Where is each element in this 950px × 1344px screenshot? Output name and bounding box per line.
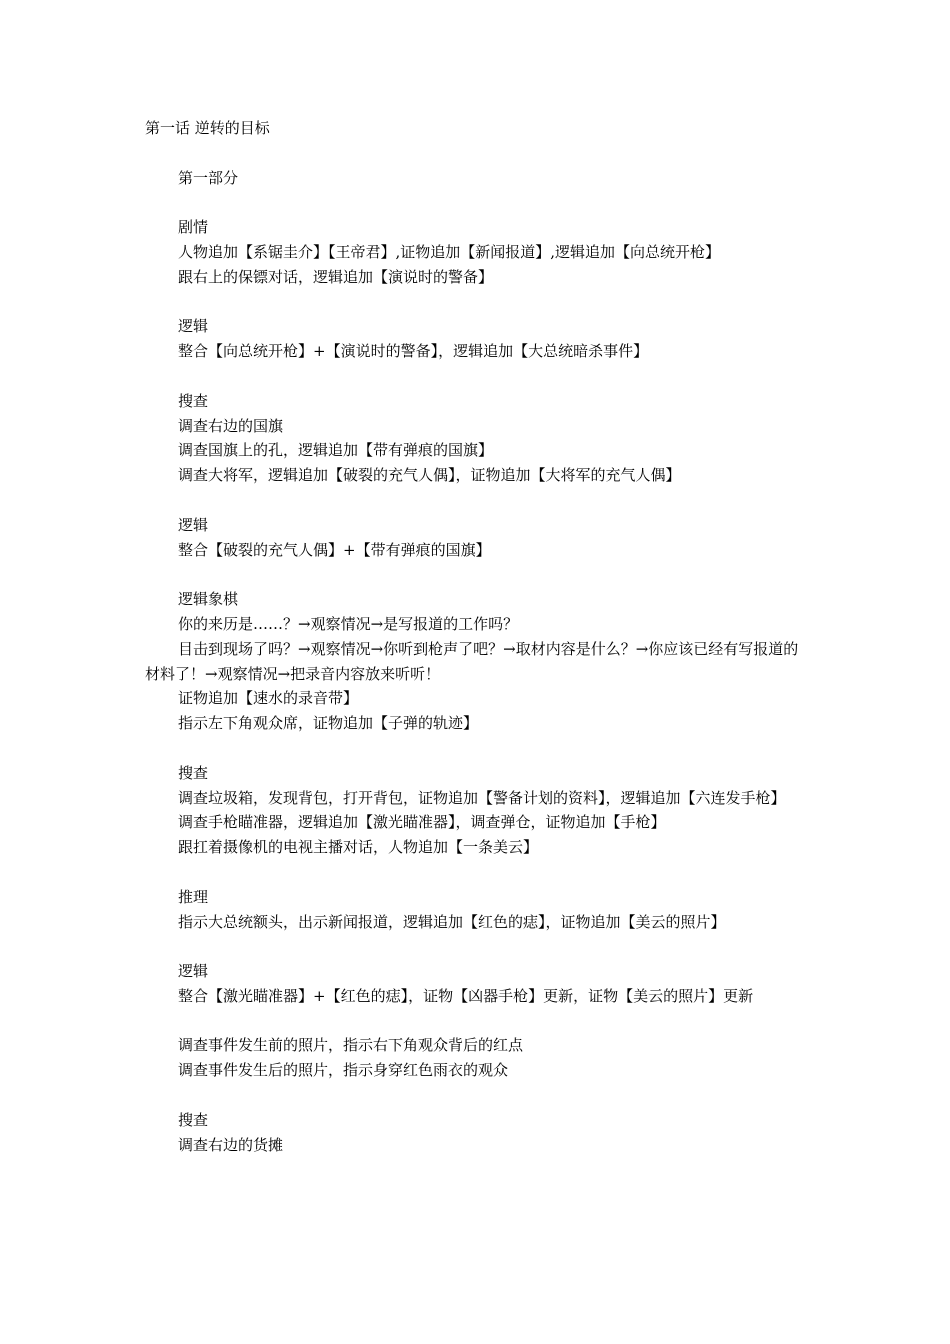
- spacer: [145, 488, 810, 513]
- spacer: [145, 562, 810, 587]
- spacer: [145, 860, 810, 885]
- step-line: 整合【破裂的充气人偶】+【带有弹痕的国旗】: [178, 540, 491, 559]
- step-line: 调查右边的国旗: [178, 416, 284, 435]
- part-heading: 第一部分: [178, 168, 239, 187]
- step-line: 你的来历是……？→观察情况→是写报道的工作吗？: [178, 614, 519, 633]
- spacer: [145, 1083, 810, 1108]
- step-line: 跟右上的保镖对话，逻辑追加【演说时的警备】: [178, 267, 494, 286]
- step-paragraph: 调查垃圾箱，发现背包，打开背包，证物追加【警备计划的资料】，逻辑追加【六连发手枪】: [178, 788, 786, 807]
- step-line: 调查国旗上的孔，逻辑追加【带有弹痕的国旗】: [178, 441, 494, 460]
- chapter-title: 第一话 逆转的目标: [145, 119, 270, 137]
- step-line: 调查右边的货摊: [178, 1135, 284, 1154]
- section-heading: 搜查: [178, 1110, 209, 1129]
- step-line: 调查事件发生后的照片，指示身穿红色雨衣的观众: [178, 1061, 509, 1080]
- spacer: [145, 190, 810, 215]
- step-line: 调查手枪瞄准器，逻辑追加【激光瞄准器】，调查弹仓，证物追加【手枪】: [178, 813, 666, 832]
- spacer: [145, 364, 810, 389]
- step-line: 跟扛着摄像机的电视主播对话，人物追加【一条美云】: [178, 838, 539, 857]
- spacer: [145, 736, 810, 761]
- step-line: 指示左下角观众席，证物追加【子弹的轨迹】: [178, 714, 479, 733]
- section-heading: 逻辑象棋: [178, 590, 239, 609]
- section-heading: 搜查: [178, 391, 209, 410]
- step-paragraph: 整合【激光瞄准器】+【红色的痣】，证物【凶器手枪】更新，证物【美云的照片】更新: [178, 986, 754, 1005]
- spacer: [145, 1009, 810, 1034]
- section-heading: 推理: [178, 887, 209, 906]
- section-heading: 搜查: [178, 763, 209, 782]
- walkthrough-text: [145, 116, 810, 1157]
- spacer: [145, 290, 810, 315]
- step-line: 调查事件发生前的照片，指示右下角观众背后的红点: [178, 1036, 524, 1055]
- section-heading: 逻辑: [178, 515, 209, 534]
- step-line: 人物追加【系锯圭介】【王帝君】,证物追加【新闻报道】,逻辑追加【向总统开枪】: [178, 242, 721, 261]
- spacer: [145, 141, 810, 166]
- step-line: 证物追加【速水的录音带】: [178, 689, 359, 708]
- section-heading: 剧情: [178, 218, 209, 237]
- spacer: [145, 934, 810, 959]
- step-line: 指示大总统额头，出示新闻报道，逻辑追加【红色的痣】，证物追加【美云的照片】: [178, 912, 726, 931]
- step-paragraph: 目击到现场了吗？→观察情况→你听到枪声了吧？→取材内容是什么？→你应该已经有写报道的材料了！→观察情况→把录音内容放来听听！: [145, 639, 799, 683]
- step-line: 整合【向总统开枪】+【演说时的警备】，逻辑追加【大总统暗杀事件】: [178, 342, 649, 361]
- step-line: 调查大将军，逻辑追加【破裂的充气人偶】，证物追加【大将军的充气人偶】: [178, 466, 681, 485]
- section-heading: 逻辑: [178, 317, 209, 336]
- section-heading: 逻辑: [178, 962, 209, 981]
